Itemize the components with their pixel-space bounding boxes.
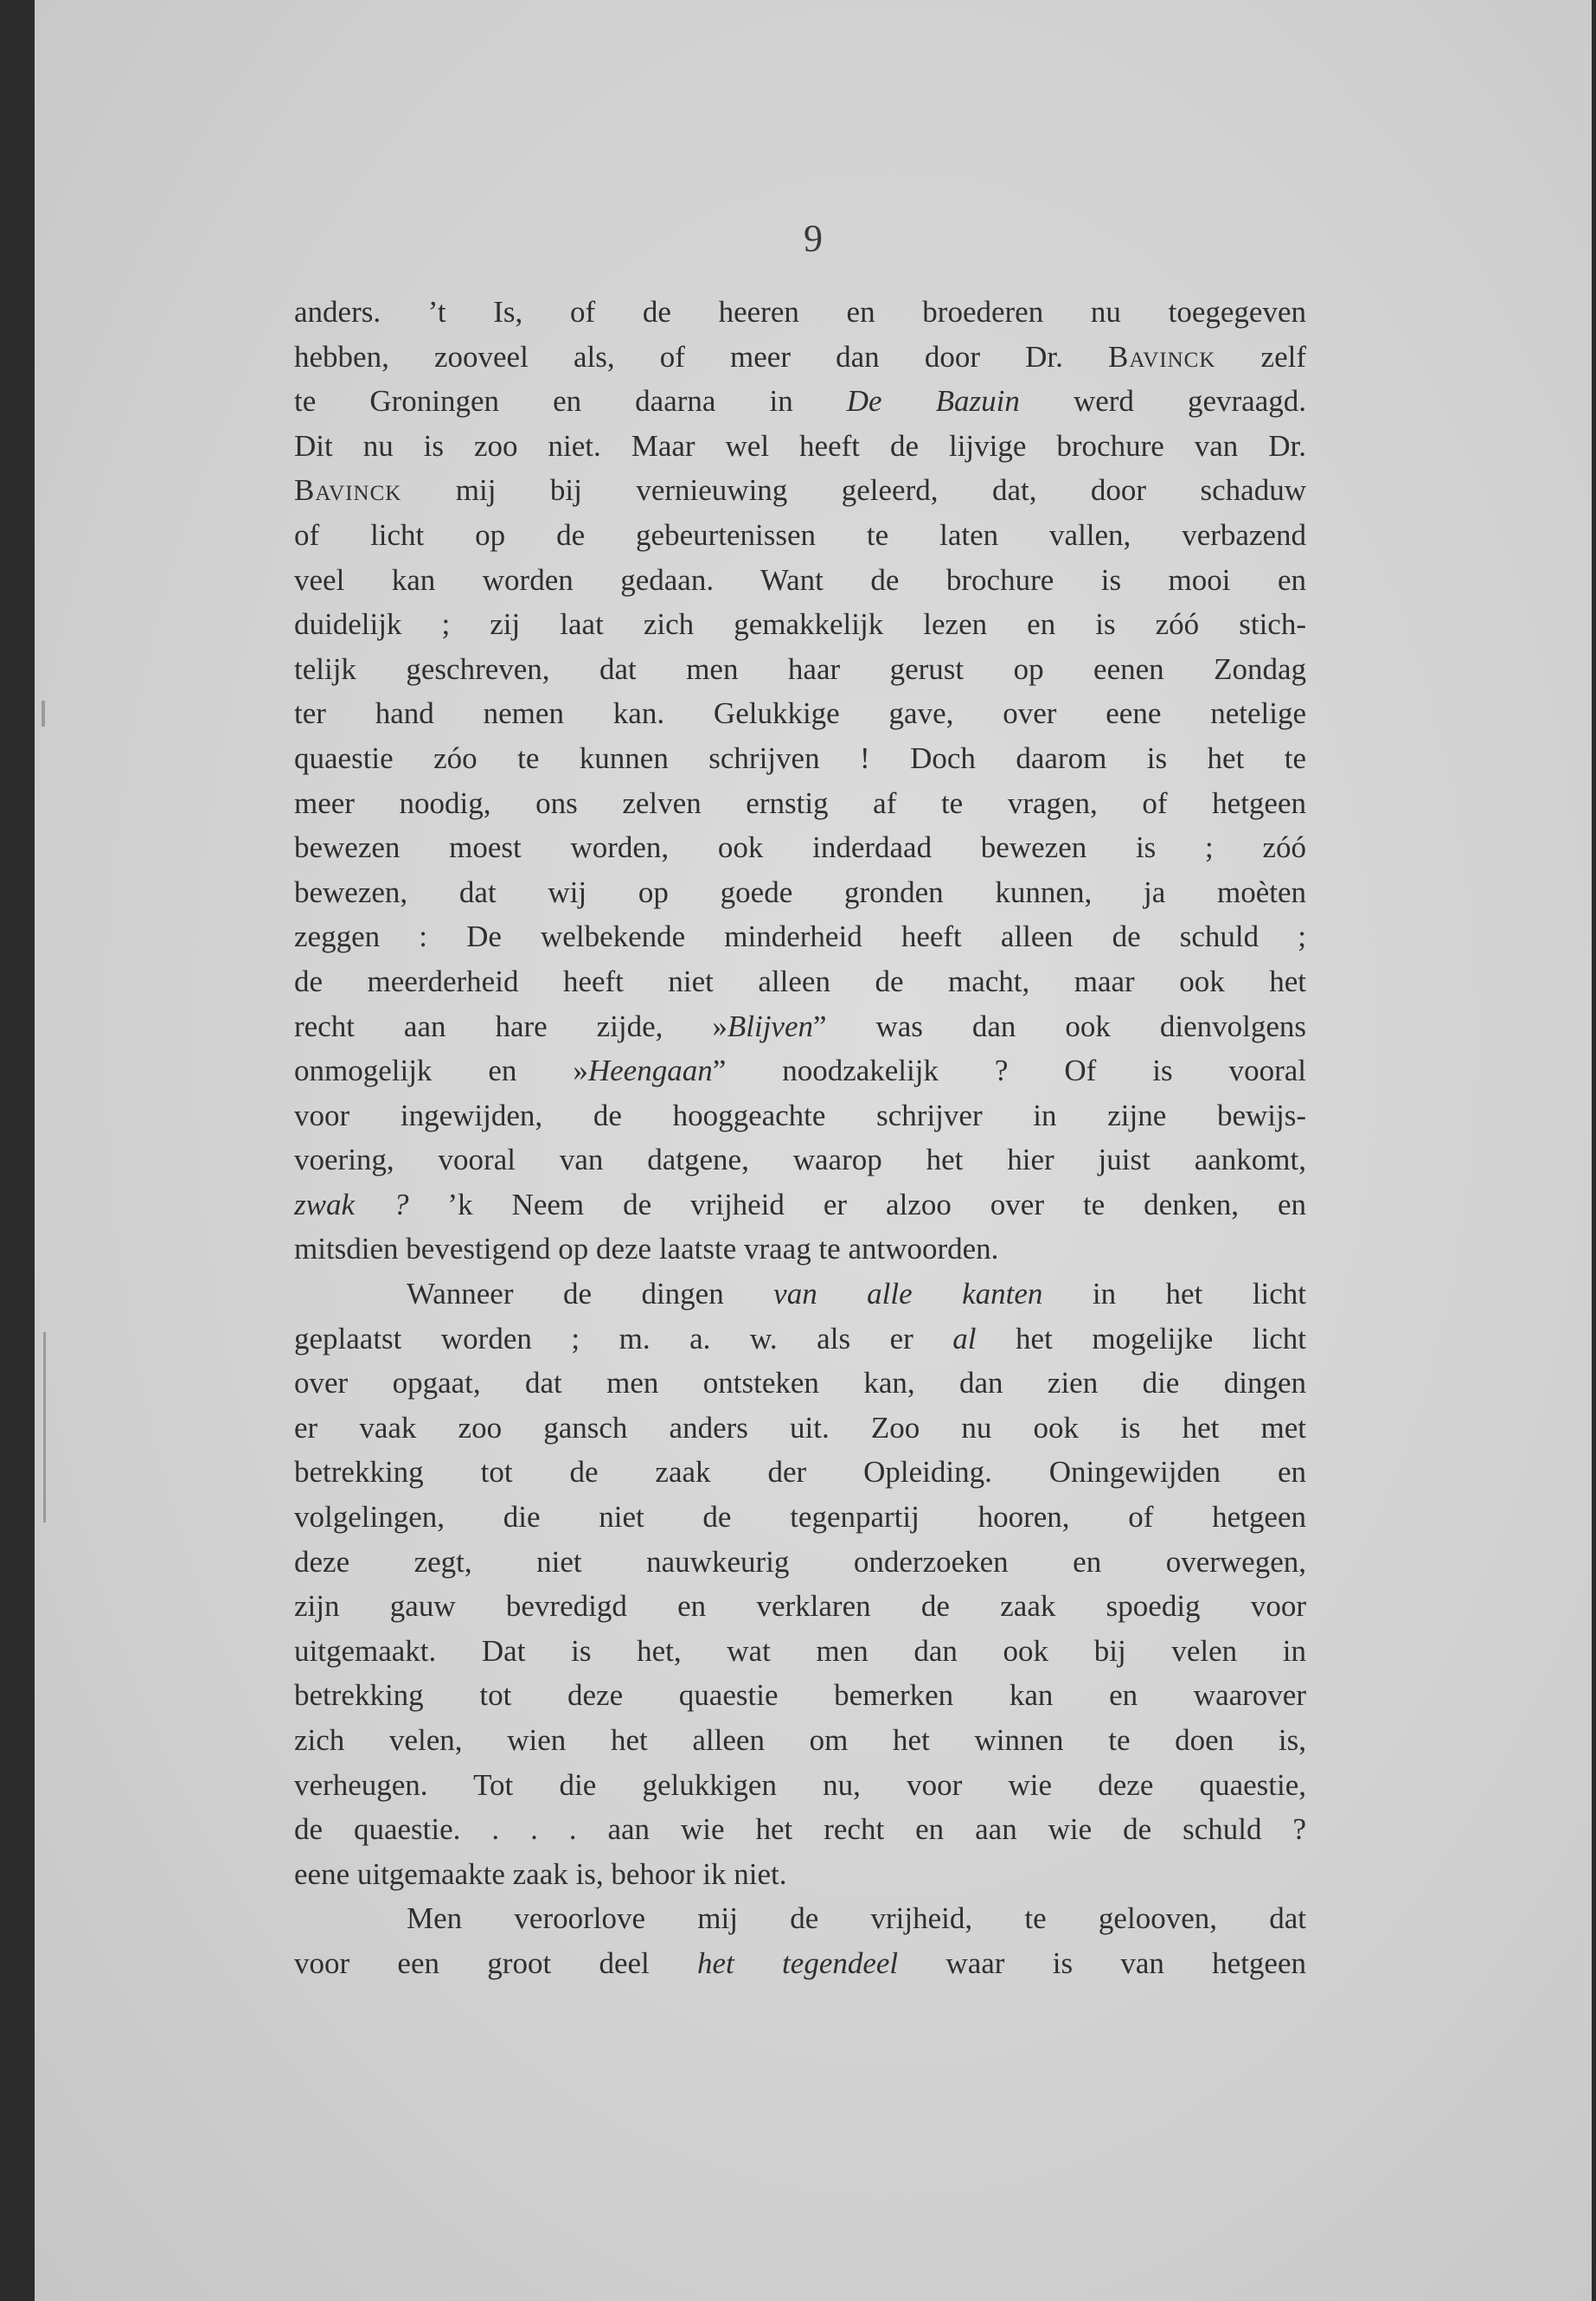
text-line	[294, 1004, 1306, 1049]
text-run: zijn gauw bevredigd en verklaren de zaak spoedig voor	[294, 1589, 1306, 1624]
text-run: waar is van hetgeen	[898, 1945, 1306, 1980]
text-line	[294, 1138, 1306, 1183]
text-line	[294, 558, 1306, 603]
text-line	[294, 781, 1306, 826]
text-line	[294, 335, 1306, 380]
text-line	[294, 424, 1306, 469]
text-run: voor een groot deel	[294, 1945, 698, 1980]
text-run: er vaak zoo gansch anders uit. Zoo nu ook is het met	[294, 1410, 1306, 1445]
text-run: meer noodig, ons zelven ernstig af te vragen, of hetgeen	[294, 785, 1306, 820]
book-page	[35, 0, 1592, 2301]
author-name: Bavinck	[1108, 339, 1216, 374]
text-run: werd gevraagd.	[1019, 384, 1306, 419]
text-line	[294, 825, 1306, 870]
text-line	[294, 914, 1306, 959]
text-run: quaestie zóo te kunnen schrijven ! Doch daarom is het te	[294, 740, 1306, 775]
text-line	[294, 1540, 1306, 1585]
text-line	[294, 647, 1306, 692]
text-line	[294, 1852, 1306, 1897]
text-line	[294, 1450, 1306, 1495]
text-line	[294, 1629, 1306, 1674]
text-run: hebben, zooveel als, of meer dan door Dr.	[294, 339, 1109, 374]
margin-mark	[42, 701, 45, 727]
italic-emphasis: het tegendeel	[697, 1945, 899, 1980]
text-line	[294, 602, 1306, 647]
text-run: veel kan worden gedaan. Want de brochure is mooi en	[294, 562, 1306, 597]
text-line	[294, 1093, 1306, 1138]
text-run: voor ingewijden, de hooggeachte schrijver in zijne bewijs-	[294, 1098, 1306, 1132]
text-line	[294, 1272, 1306, 1317]
text-run: ” was dan ook dienvolgens	[813, 1009, 1306, 1043]
text-line	[294, 1941, 1306, 1986]
text-run: ’k Neem de vrijheid er alzoo over te denken, en	[408, 1187, 1306, 1221]
text-run: te Groningen en daarna in	[294, 384, 847, 419]
text-line	[294, 1048, 1306, 1093]
text-run: bewezen moest worden, ook inderdaad bewezen is ; zóó	[294, 830, 1306, 865]
text-run: betrekking tot de zaak der Opleiding. Oningewijden en	[294, 1455, 1306, 1490]
italic-emphasis: van alle kanten	[773, 1277, 1043, 1311]
text-run: zeggen : De welbekende minderheid heeft alleen de schuld ;	[294, 920, 1306, 954]
text-line	[294, 1227, 1306, 1272]
text-run: in het licht	[1042, 1277, 1306, 1311]
text-line	[294, 513, 1306, 558]
text-line	[294, 1317, 1306, 1362]
text-run: anders. ’t Is, of de heeren en broederen nu toegegeven	[294, 295, 1306, 329]
text-run: geplaatst worden ; m. a. w. als er	[294, 1321, 953, 1356]
text-line	[294, 1896, 1306, 1941]
italic-emphasis: De Bazuin	[846, 384, 1020, 419]
text-run: voering, vooral van datgene, waarop het hier juist aankomt,	[294, 1143, 1306, 1177]
text-run: Wanneer de dingen	[407, 1277, 774, 1311]
text-run: of licht op de gebeurtenissen te laten vallen, verbazend	[294, 517, 1306, 552]
text-line	[294, 468, 1306, 513]
text-run: zelf	[1215, 339, 1306, 374]
italic-emphasis: al	[952, 1321, 977, 1356]
text-line	[294, 1584, 1306, 1629]
text-line	[294, 736, 1306, 781]
text-line	[294, 1361, 1306, 1406]
text-run: de meerderheid heeft niet alleen de macht, maar ook het	[294, 964, 1306, 998]
text-run: uitgemaakt. Dat is het, wat men dan ook bij velen in	[294, 1633, 1306, 1668]
text-line	[294, 691, 1306, 736]
page-number: 9	[804, 217, 823, 260]
text-run: deze zegt, niet nauwkeurig onderzoeken en overwegen,	[294, 1544, 1306, 1579]
text-run: mitsdien bevestigend op deze laatste vraag te antwoorden.	[294, 1232, 999, 1266]
text-run: bewezen, dat wij op goede gronden kunnen, ja moèten	[294, 875, 1306, 909]
body-text	[294, 290, 1306, 1986]
text-line	[294, 379, 1306, 424]
text-run: recht aan hare zijde, »	[294, 1009, 727, 1043]
text-run: volgelingen, die niet de tegenpartij hooren, of hetgeen	[294, 1500, 1306, 1535]
italic-emphasis: Heengaan	[587, 1054, 713, 1088]
text-run: verheugen. Tot die gelukkigen nu, voor wie deze quaestie,	[294, 1767, 1306, 1802]
italic-emphasis: Blijven	[727, 1009, 813, 1043]
text-line	[294, 1763, 1306, 1808]
text-run: Dit nu is zoo niet. Maar wel heeft de lijvige brochure van Dr.	[294, 428, 1306, 463]
text-line	[294, 1807, 1306, 1852]
text-line	[294, 1406, 1306, 1451]
text-line	[294, 870, 1306, 915]
margin-mark	[43, 1332, 46, 1522]
text-run: ” noodzakelijk ? Of is vooral	[712, 1054, 1306, 1088]
text-run: Men veroorlove mij de vrijheid, te gelooven, dat	[407, 1901, 1306, 1936]
text-run: betrekking tot deze quaestie bemerken kan en waarover	[294, 1678, 1306, 1713]
text-run: onmogelijk en »	[294, 1054, 588, 1088]
text-run: telijk geschreven, dat men haar gerust op eenen Zondag	[294, 651, 1306, 686]
text-line	[294, 1673, 1306, 1718]
italic-emphasis: zwak ?	[294, 1187, 409, 1221]
text-run: over opgaat, dat men ontsteken kan, dan zien die dingen	[294, 1366, 1306, 1400]
text-run: de quaestie. . . . aan wie het recht en aan wie de schuld ?	[294, 1812, 1306, 1847]
text-run: zich velen, wien het alleen om het winnen te doen is,	[294, 1723, 1306, 1757]
text-run: mij bij vernieuwing geleerd, dat, door schaduw	[401, 473, 1306, 508]
author-name: Bavinck	[294, 473, 402, 508]
text-line	[294, 1718, 1306, 1763]
text-line	[294, 290, 1306, 335]
text-run: duidelijk ; zij laat zich gemakkelijk lezen en is zóó stich-	[294, 607, 1306, 642]
text-line	[294, 1495, 1306, 1540]
text-line	[294, 1183, 1306, 1227]
text-line	[294, 959, 1306, 1004]
text-run: ter hand nemen kan. Gelukkige gave, over eene netelige	[294, 696, 1306, 731]
text-run: eene uitgemaakte zaak is, behoor ik niet.	[294, 1856, 787, 1891]
text-run: het mogelijke licht	[976, 1321, 1307, 1356]
